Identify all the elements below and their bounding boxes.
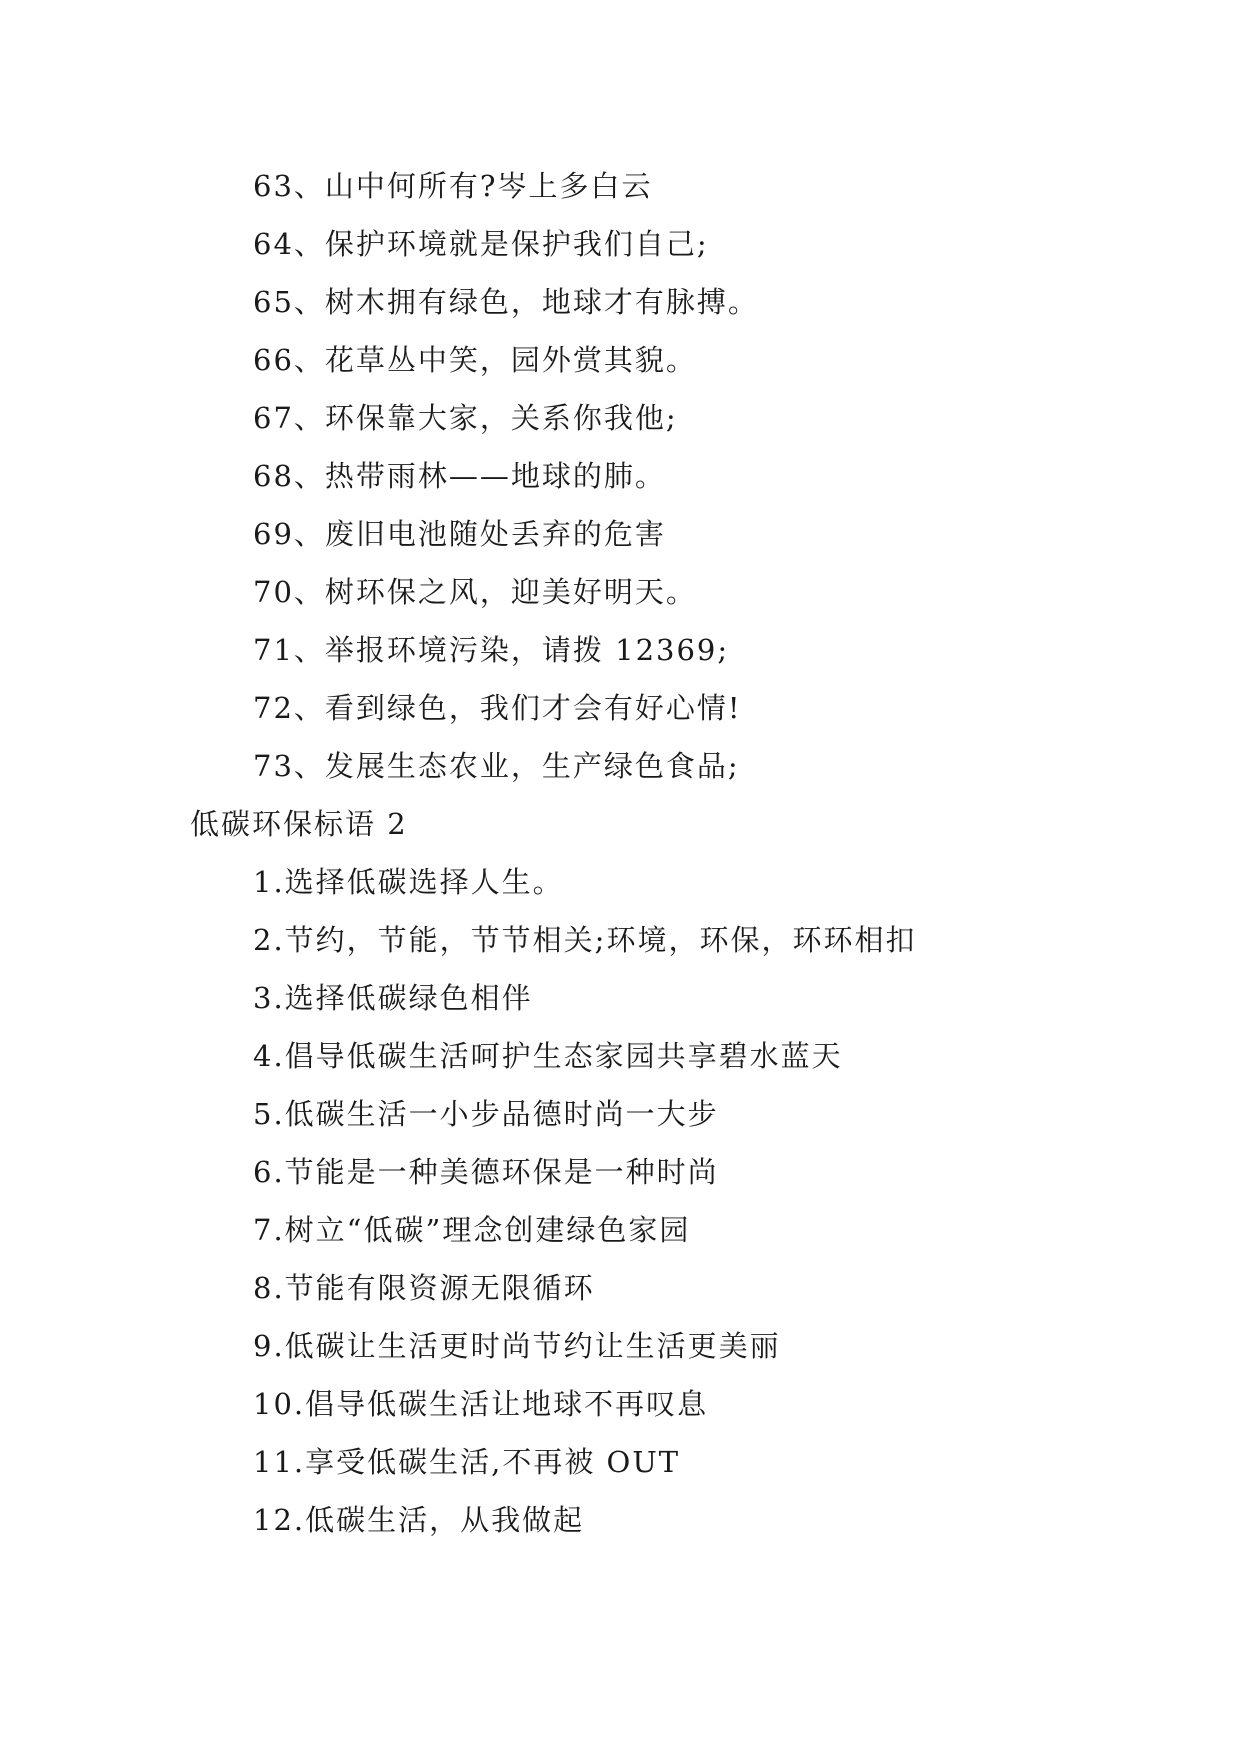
slogan-line: 2.节约，节能，节节相关;环境，环保，环环相扣 xyxy=(253,923,917,957)
slogan-line: 5.低碳生活一小步品德时尚一大步 xyxy=(253,1097,719,1131)
slogan-line: 6.节能是一种美德环保是一种时尚 xyxy=(253,1155,719,1189)
slogan-line: 69、废旧电池随处丢弃的危害 xyxy=(253,517,666,551)
section-heading: 低碳环保标语 2 xyxy=(190,807,408,841)
slogan-line: 67、环保靠大家，关系你我他; xyxy=(253,401,678,435)
slogan-line: 73、发展生态农业，生产绿色食品; xyxy=(253,749,740,783)
slogan-line: 7.树立“低碳”理念创建绿色家园 xyxy=(253,1213,691,1247)
slogan-line: 12.低碳生活，从我做起 xyxy=(253,1503,585,1537)
slogan-line: 9.低碳让生活更时尚节约让生活更美丽 xyxy=(253,1329,781,1363)
slogan-line: 72、看到绿色，我们才会有好心情! xyxy=(253,691,742,725)
slogan-line: 3.选择低碳绿色相伴 xyxy=(253,981,533,1015)
slogan-line: 8.节能有限资源无限循环 xyxy=(253,1271,595,1305)
slogan-line: 66、花草丛中笑，园外赏其貌。 xyxy=(253,343,697,377)
slogan-line: 4.倡导低碳生活呵护生态家园共享碧水蓝天 xyxy=(253,1039,843,1073)
slogan-line: 11.享受低碳生活,不再被 OUT xyxy=(253,1445,681,1479)
slogan-line: 10.倡导低碳生活让地球不再叹息 xyxy=(253,1387,709,1421)
slogan-line: 70、树环保之风，迎美好明天。 xyxy=(253,575,697,609)
slogan-line: 68、热带雨林——地球的肺。 xyxy=(253,459,666,493)
slogan-line: 1.选择低碳选择人生。 xyxy=(253,865,564,899)
slogan-line: 63、山中何所有?岑上多白云 xyxy=(253,169,653,203)
document-body xyxy=(190,157,1150,1549)
slogan-line: 64、保护环境就是保护我们自己; xyxy=(253,227,709,261)
slogan-line: 65、树木拥有绿色，地球才有脉搏。 xyxy=(253,285,759,319)
slogan-line: 71、举报环境污染，请拨 12369; xyxy=(253,633,730,667)
